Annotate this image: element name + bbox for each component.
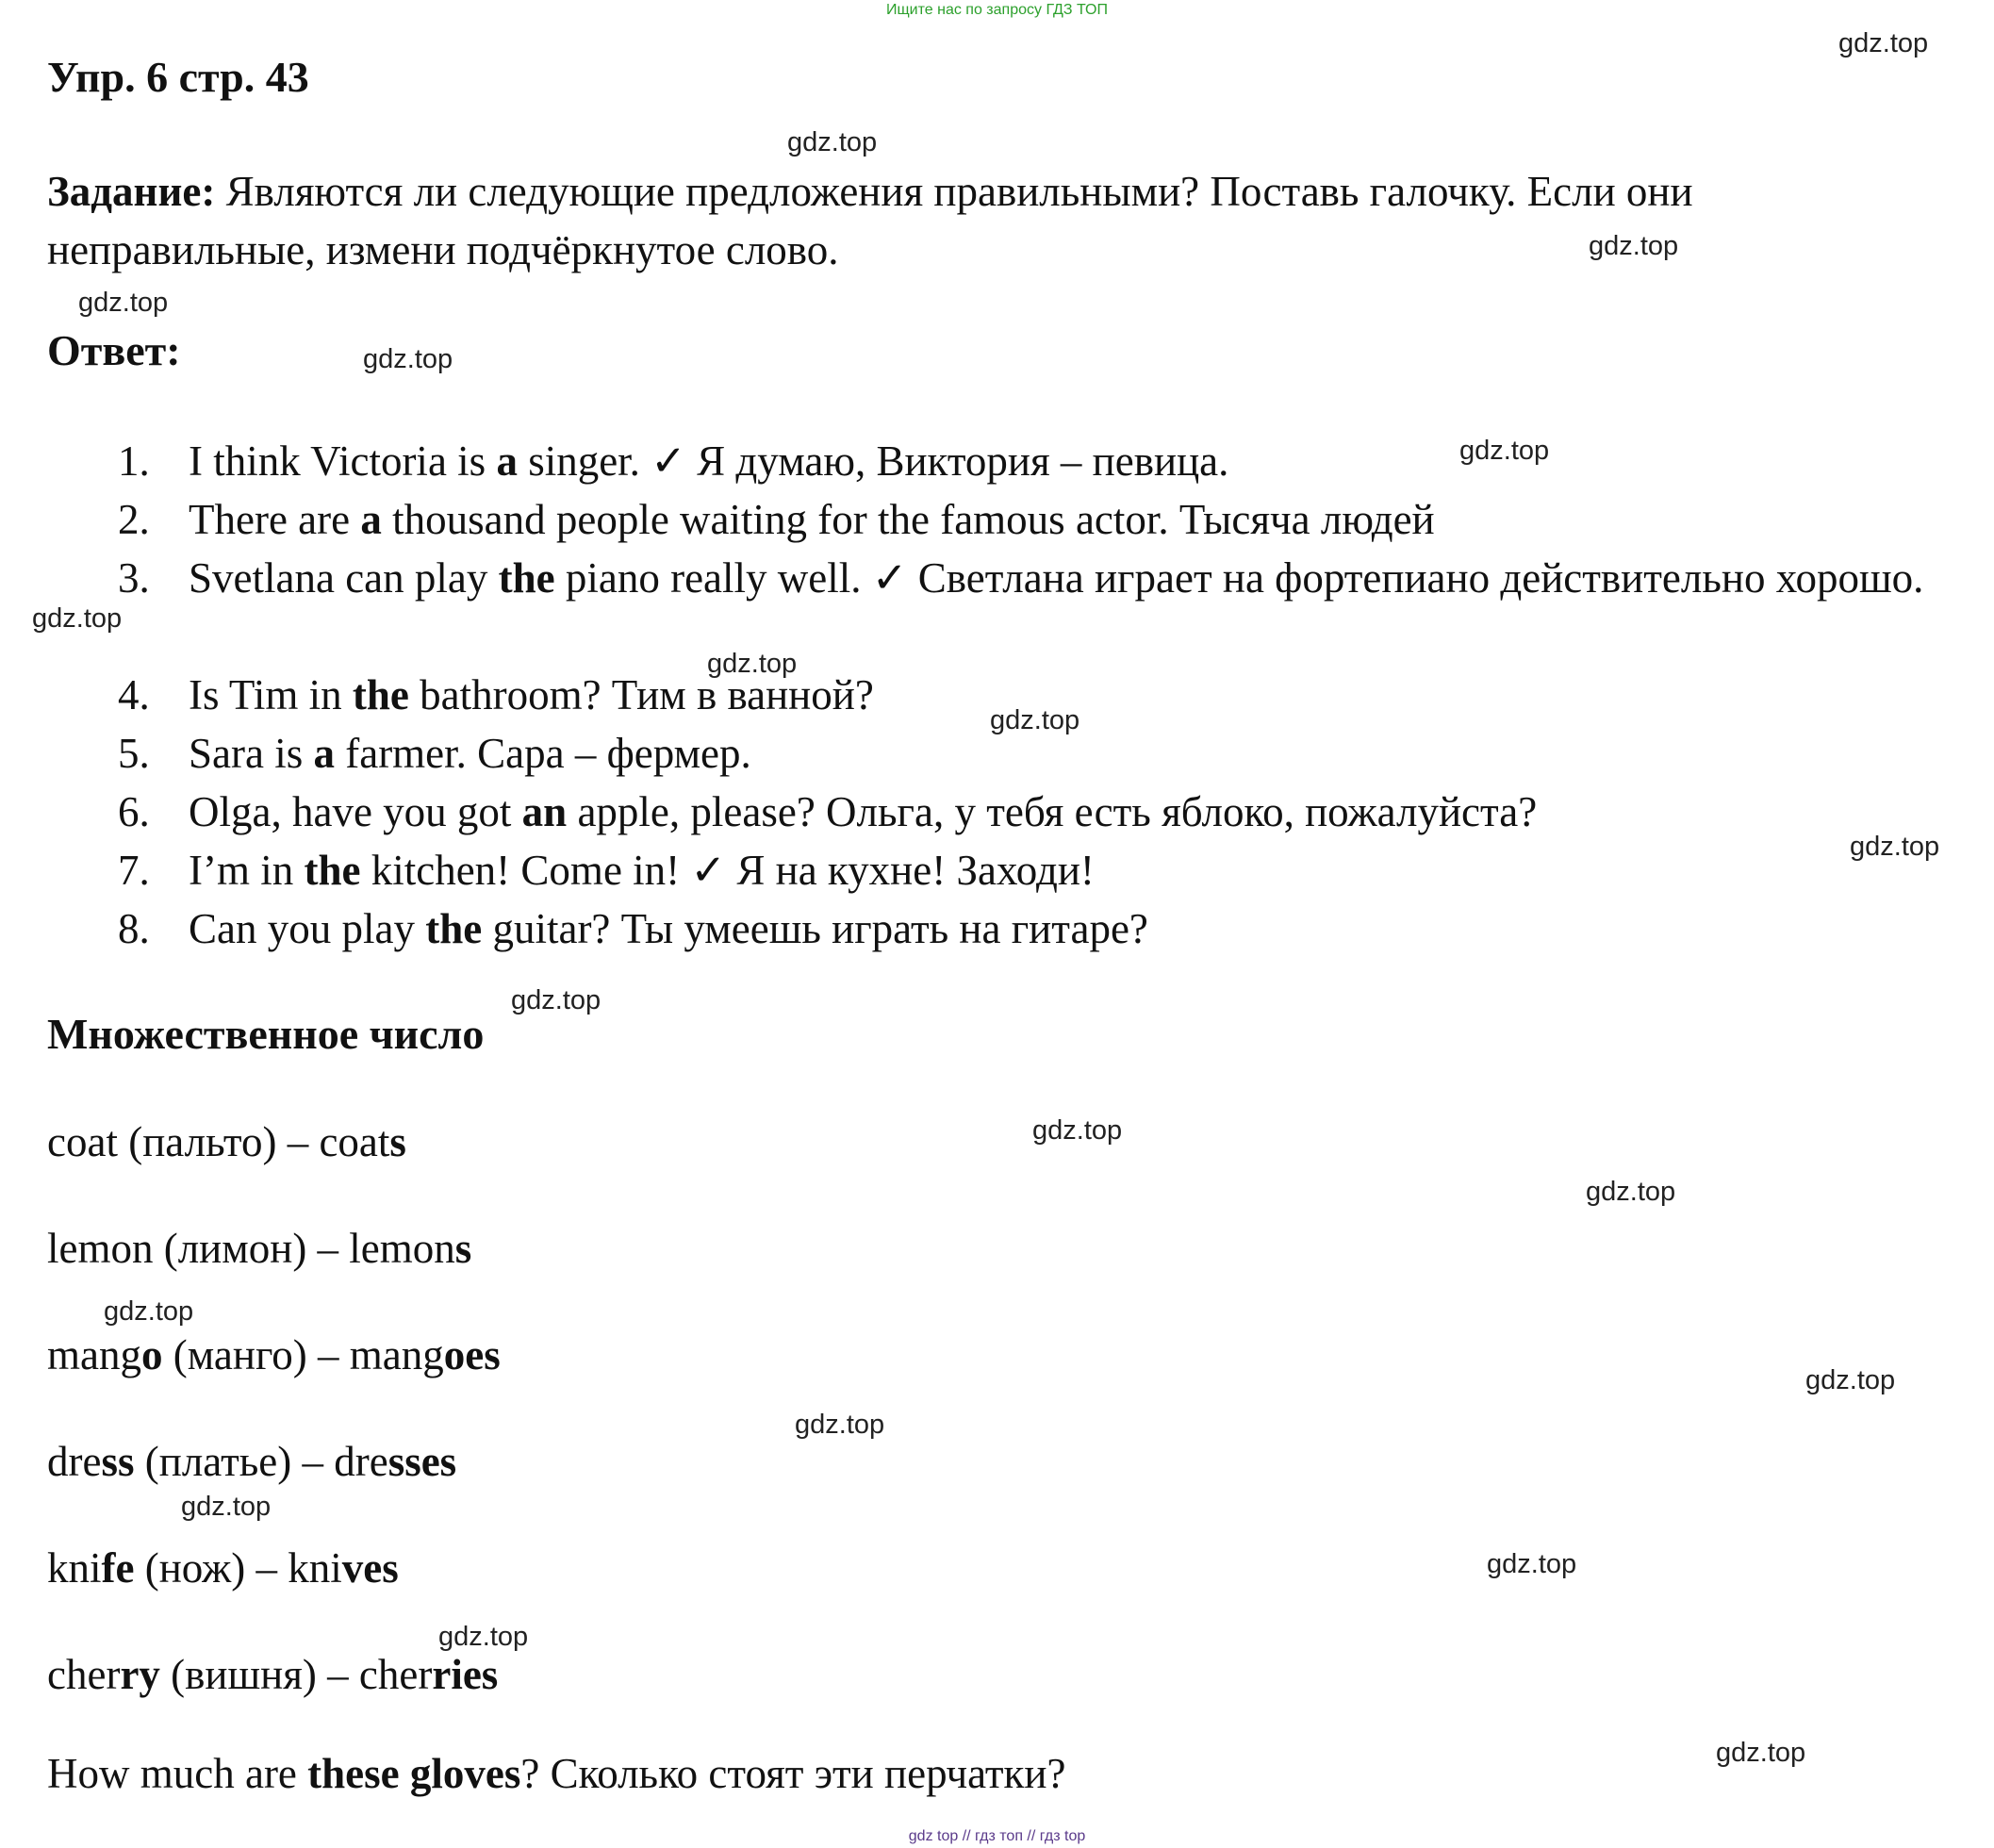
item-text: kitchen! Come in! ✓ Я на кухне! Заходи! bbox=[360, 847, 1095, 894]
item-article: the bbox=[498, 554, 555, 602]
item-text: apple, please? Ольга, у тебя есть яблоко, пожалуйста? bbox=[567, 788, 1538, 835]
item-text: farmer. Сара – фермер. bbox=[334, 730, 751, 777]
watermark: gdz.top bbox=[438, 1622, 529, 1652]
item-number: 1. bbox=[118, 437, 150, 485]
item-number: 7. bbox=[118, 847, 150, 894]
watermark: gdz.top bbox=[795, 1410, 885, 1440]
plural-word: coat bbox=[47, 1118, 118, 1165]
item-text: Olga, have you got bbox=[189, 788, 522, 835]
watermark: gdz.top bbox=[181, 1492, 272, 1522]
watermark: gdz.top bbox=[1487, 1549, 1577, 1579]
list-item bbox=[118, 899, 1148, 958]
plural-row bbox=[47, 1224, 471, 1273]
item-text: guitar? Ты умеешь играть на гитаре? bbox=[482, 905, 1148, 952]
plural-suffix: s bbox=[454, 1225, 472, 1272]
question-bold: these gloves bbox=[307, 1750, 521, 1797]
item-text: There are bbox=[189, 496, 361, 543]
item-text: Can you play bbox=[189, 905, 426, 952]
item-text: I think Victoria is bbox=[189, 437, 497, 485]
item-article: a bbox=[496, 437, 518, 485]
plural-word: mang bbox=[47, 1331, 141, 1378]
plural-suffix: oes bbox=[443, 1331, 501, 1378]
plural-ending: fe bbox=[101, 1544, 135, 1592]
watermark: gdz.top bbox=[1838, 28, 1929, 58]
plural-middle: (пальто) – coat bbox=[117, 1118, 390, 1165]
item-article: the bbox=[304, 847, 361, 894]
list-item bbox=[118, 432, 1228, 490]
item-article: the bbox=[352, 671, 409, 718]
item-text: Is Tim in bbox=[189, 671, 353, 718]
question-text: ? Сколько стоят эти перчатки? bbox=[520, 1750, 1066, 1797]
task-label: Задание: bbox=[47, 168, 216, 215]
plural-row bbox=[47, 1330, 501, 1379]
watermark: gdz.top bbox=[990, 705, 1080, 735]
item-text: piano really well. ✓ Светлана играет на фортепиано действительно хорошо. bbox=[554, 554, 1924, 602]
item-text: Svetlana can play bbox=[189, 554, 499, 602]
plural-middle: (манго) – mang bbox=[162, 1331, 444, 1378]
plural-middle: (вишня) – cher bbox=[159, 1651, 433, 1698]
plural-middle: (платье) – dre bbox=[134, 1438, 388, 1485]
watermark: gdz.top bbox=[707, 649, 798, 679]
plural-suffix: ves bbox=[341, 1544, 399, 1592]
item-number: 2. bbox=[118, 496, 150, 543]
question-text: How much are bbox=[47, 1750, 308, 1797]
watermark: gdz.top bbox=[1805, 1365, 1896, 1395]
plural-row bbox=[47, 1650, 498, 1699]
plural-word: kni bbox=[47, 1544, 102, 1592]
plural-suffix: s bbox=[389, 1118, 406, 1165]
watermark: gdz.top bbox=[1459, 436, 1550, 466]
plural-word: lemon bbox=[47, 1225, 154, 1272]
item-article: a bbox=[360, 496, 382, 543]
plural-middle: (нож) – kni bbox=[134, 1544, 342, 1592]
item-article: the bbox=[425, 905, 483, 952]
item-number: 3. bbox=[118, 554, 150, 602]
question-sentence bbox=[47, 1749, 1065, 1798]
top-banner: Ищите нас по запросу ГДЗ ТОП bbox=[886, 2, 1108, 18]
list-item bbox=[118, 783, 1537, 841]
plural-word: dre bbox=[47, 1438, 102, 1485]
watermark: gdz.top bbox=[1850, 832, 1940, 862]
watermark: gdz.top bbox=[1032, 1115, 1123, 1146]
plural-row bbox=[47, 1543, 399, 1592]
exercise-title: Упр. 6 стр. 43 bbox=[47, 53, 309, 101]
item-text: I’m in bbox=[189, 847, 305, 894]
item-text: bathroom? Тим в ванной? bbox=[408, 671, 874, 718]
watermark: gdz.top bbox=[78, 288, 169, 318]
answer-label: Ответ: bbox=[47, 326, 181, 374]
watermark: gdz.top bbox=[511, 985, 601, 1015]
plural-word: cher bbox=[47, 1651, 121, 1698]
plural-suffix: ries bbox=[432, 1651, 499, 1698]
plural-row bbox=[47, 1437, 456, 1486]
list-item bbox=[118, 490, 1435, 549]
item-number: 8. bbox=[118, 905, 150, 952]
bottom-banner: gdz top // гдз топ // гдз top bbox=[908, 1828, 1086, 1844]
watermark: gdz.top bbox=[1586, 1177, 1676, 1207]
item-number: 6. bbox=[118, 788, 150, 835]
list-item bbox=[118, 549, 1924, 607]
watermark: gdz.top bbox=[1716, 1738, 1806, 1768]
watermark: gdz.top bbox=[104, 1296, 194, 1327]
item-text: Sara is bbox=[189, 730, 314, 777]
list-item bbox=[118, 724, 751, 783]
item-article: a bbox=[313, 730, 335, 777]
plural-heading: Множественное число bbox=[47, 1010, 485, 1058]
plural-ending: o bbox=[140, 1331, 163, 1378]
item-number: 5. bbox=[118, 730, 150, 777]
plural-row bbox=[47, 1117, 406, 1166]
task-text: Являются ли следующие предложения правильными? Поставь галочку. Если они неправильные, измени подчёркнутое слово. bbox=[47, 168, 1693, 273]
item-number: 4. bbox=[118, 671, 150, 718]
watermark: gdz.top bbox=[363, 344, 453, 374]
item-text: singer. ✓ Я думаю, Виктория – певица. bbox=[517, 437, 1229, 485]
watermark: gdz.top bbox=[32, 603, 123, 634]
watermark: gdz.top bbox=[787, 127, 878, 157]
plural-middle: (лимон) – lemon bbox=[153, 1225, 455, 1272]
plural-ending: ry bbox=[120, 1651, 160, 1698]
plural-ending: ss bbox=[101, 1438, 135, 1485]
item-article: an bbox=[521, 788, 568, 835]
list-item bbox=[118, 841, 1095, 899]
item-text: thousand people waiting for the famous actor. Тысяча людей bbox=[381, 496, 1435, 543]
plural-suffix: sses bbox=[387, 1438, 457, 1485]
watermark: gdz.top bbox=[1589, 231, 1679, 261]
